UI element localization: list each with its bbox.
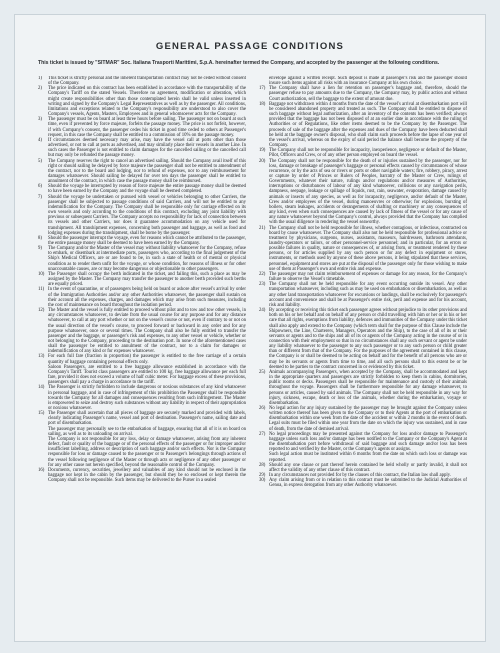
clause-number: 18) bbox=[259, 101, 266, 107]
clause-number: 21) bbox=[259, 225, 266, 231]
clause bbox=[38, 287, 246, 308]
clause-text: No legal action for any injury sustained by the passenger may be brought against the Company unless written notice thereof has been given to the Company or to their Agents at the port of embarkation or disembarkation within one week from the date of the accident or within 2 months in the event of death. Legal suits must be filed within one year from the date on which the injury was sustained, and in case of death, from the date of demised arrival. bbox=[269, 406, 467, 432]
clause-text: The Company reserves the right to cancel an advertised sailing. Should the Company avail itself of this right or should sailing be delayed by force majeure the passenger shall not be entitled to amendment of the contract, nor to the board and lodging, nor to refund of expenses, nor to any reimbursement for damages whatsoever. Should sailing be delayed for over ten days the passenger shall be entitled to annulment of the contract, in which case the passage money shall be reimbursed. bbox=[48, 158, 246, 185]
clause-number: 14) bbox=[38, 385, 45, 391]
clause-number: 15) bbox=[38, 411, 45, 417]
clause-number: 28) bbox=[259, 462, 266, 468]
clause-text: The price indicated on this contract has been established in accordance with the transportability of the Company's Tariff on the stated Vessels. Therefore no agreement, modification or alteration, which might create responsibilities other than those contemplated herein shall be valid unless inserted in writing and signed by the Company's Legal Representatives as well as by the passenger. All conditions, limitations and exceptions related to the Company's responsibility are understood to also cover the Company's vessels, Agents, Masters, Employees and in general whomsoever acts for the Company. bbox=[48, 86, 246, 118]
left-column bbox=[38, 76, 246, 631]
clause-text: If circumstances deemed necessary may arise, may have the vessel call at ports other than those advertised, or not to call at ports as advertised, and may similarly place their vessels in another Line. In such cases the Passenger is not entitled to claim damages for the cancelled sailing or the cancelled call but may only be refunded the passage money. bbox=[48, 137, 246, 159]
clause bbox=[259, 308, 467, 370]
clause bbox=[38, 76, 246, 86]
clause-text: The Company shall not be responsible for incapacity, inexperience, negligence or default of the Master, Pilot, Officers and Crew, or of any other person employed on board the vessel. bbox=[269, 148, 467, 159]
clause-number: 11) bbox=[38, 287, 45, 293]
clause bbox=[259, 432, 467, 453]
clause-number bbox=[38, 437, 48, 468]
clause-number: 9) bbox=[38, 246, 42, 252]
clause-number: 10) bbox=[38, 271, 45, 277]
clause-text: Should the voyage be interrupted by reason of force majeure the entire passage money shall be deemed to have been earned by the Company and the voyage shall be deemed completed. bbox=[48, 184, 246, 195]
clause bbox=[38, 272, 246, 287]
clause-text: Documents, currency, securities, jewellery and valuables of any kind should not be enclosed in the baggage nor kept in the cabin by the passenger, but should they be so enclosed or kept therein the Company shall not be responsible. Such items may be delivered to the Purser in a sealed bbox=[48, 467, 246, 484]
clause-number: 13) bbox=[38, 354, 45, 360]
clause-number: 20) bbox=[259, 158, 266, 164]
clause-number: 2) bbox=[38, 86, 42, 92]
clause-text: Such legal action must be instituted within 6 months from the date on which such loss or damage was reported. bbox=[269, 452, 467, 463]
clause bbox=[259, 406, 467, 432]
document-page bbox=[14, 14, 486, 642]
clause-text: Should the voyage be undertaken or pursued with vessel or vehicles belonging to other Carriers, the passenger shall be subjected to passage conditions of said Carriers, and will not be entitled to any indemnification for the Company. The Company shall be responsible only for carriage effected on its own vessels and only according to the conditions of this contract, excluding any joint liability with previous or subsequent Carriers. The Company accepts no responsibility for lack of connection between its vessels and other Carriers, nor does it guarantee accommodation on any vehicle used for transhipment. All transhipment expenses, concerning both passenger and baggage, as well as food and lodging expenses during the transhipment, shall be borne by the passenger. bbox=[48, 194, 246, 236]
clause bbox=[259, 226, 467, 272]
clause-text: envelope against a written receipt. Such deposit is made at passenger's risk and the passenger should insure such items against all risks with an insurance Company at his own choice. bbox=[269, 76, 467, 87]
clause-text: The Passenger is strictly forbidden to include dangerous or noxious substances of any kind whatsoever in personal baggage, and in case of infringement of this prohibition the Passenger shall be responsible towards the Company for all damages and consequences resulting from such infringement. The Master is empowered to seize and destroy such substances without any liability in respect of their appropriation or noxious whatsoever. bbox=[48, 385, 246, 411]
clause bbox=[38, 385, 246, 411]
clause-text: The Company shall have a lien for retention on passenger's baggage and, therefore, should the passenger refuse to pay amounts due to the Company, the Company may, by public action and without Court authorization, sell the baggage to the extent of amount due. bbox=[269, 86, 467, 102]
clause-text: The Company shall not be held responsible for any event occurring outside its vessel. Any other transportation whatsoever, including such as may be used on embarkation or disembarkation, as well as any other land transportation whatsoever for excursions or landings, shall be exclusively for passenger's account and convenience and shall be at Passenger's entire risk, peril and expense and for his account, risk and liability. bbox=[269, 282, 467, 308]
clause-number: 26) bbox=[259, 406, 266, 411]
page-title: GENERAL PASSAGE CONDITIONS bbox=[155, 41, 345, 52]
clause-number: 16) bbox=[38, 467, 45, 473]
clause-text: This ticket is strictly personal and the inherent transportation contract may not be ceded without consent of the Company. bbox=[48, 76, 246, 87]
clause-number: 3) bbox=[38, 117, 42, 123]
clause-text: Should any one clause or part thereof herein contained be held wholly or partly invalid, it shall not affect the validity of any other clause of this contract. bbox=[269, 462, 467, 473]
clause bbox=[38, 246, 246, 272]
clause bbox=[38, 195, 246, 236]
clause bbox=[38, 308, 246, 354]
clause-number: 12) bbox=[38, 308, 45, 314]
clause-text: For each full fare (fraction in proportion) the passenger is entitled to the free carriage of a certain quantity of baggage containing personal effects only. bbox=[48, 354, 246, 365]
clause-text: The Company and/or the Master of the vessel may without liability whatsoever for the Company, refuse to embark, or disembark at intermediate ports, passengers who, according to the final judgement of the Ship's Medical Officers, are or are found to be, in such a state of health or of mental or physical condition as to render them unfit for the voyage, or whose condition, for reasons of illness or for other unaccountable causes, are or may become dangerous or objectionable to other passengers. bbox=[48, 246, 246, 272]
clause-text: The passenger may not claim reimbursement of expenses or damage for any reason, for the Company's failure to observe the Vessel's timetable. bbox=[269, 271, 467, 283]
clause-number: 27) bbox=[259, 431, 266, 437]
clause-number bbox=[38, 365, 48, 386]
clause bbox=[38, 86, 246, 117]
clause-number bbox=[259, 452, 269, 462]
clause-number: 29) bbox=[259, 473, 266, 479]
clause bbox=[259, 370, 467, 406]
clause-number bbox=[259, 76, 269, 86]
clause-number: 25) bbox=[259, 369, 266, 375]
clause bbox=[38, 138, 246, 159]
clause bbox=[38, 354, 246, 364]
clause bbox=[38, 437, 246, 468]
clause bbox=[259, 282, 467, 308]
clause bbox=[38, 468, 246, 483]
clause bbox=[259, 463, 467, 473]
clause-text: The passenger must be on board at least three hours before sailing. The passenger not on board at such time, even if prevented by force majeure, forfeits the passage money. The price is not forfeit, however, if with Company's consent, the passenger cedes his ticket in good time ceded to others at Passenger's request, in this case the Company shall be entitled to a commission of 10% on the passage money. bbox=[48, 117, 246, 138]
clause-text: Should the passenger interrupt the voyage, even for reasons which cannot be attributed to the passenger, the entire passage money shall be deemed to have been earned by the Company. bbox=[48, 235, 246, 246]
clause bbox=[259, 102, 467, 148]
clause bbox=[38, 365, 246, 386]
clause-number: 23) bbox=[259, 282, 266, 288]
clause-text: The Master and the vessel is fully entitled to proceed without pilot and to tow and tow other vessels, in any circumstances whatsoever, to deviate from the usual course for any purpose and for any distance whatsoever, to call at any port whether or not on the vessel's course or not, even if contrary to or not on the usual direction of the vessel's course, to proceed forward or backward in any order and for any purpose whatsoever, once or several times. The Company shall also be fully entitled to transfer the passenger and the baggage, or passenger's risk and expenses, to any other vessel or vehicle, whether or not belonging to the Company, proceeding to the destination port. In none of the aforementioned cases shall the passenger be entitled to annulment of the contract, nor to a claim for damages or indemnification of any kind or for expenses whatsoever. bbox=[48, 308, 246, 355]
clause-number: 5) bbox=[38, 158, 42, 164]
clause bbox=[38, 427, 246, 437]
clause-text: No legal proceedings may be presented against the Company for loss and/or damage to Passenger's baggage unless such loss and/or damage has been notified to the Company or the Company's Agent at the disembarkation port before withdrawal of said baggage and such damage and/or loss has been reported to and verified by the Master, or the Company's agents or assigns. bbox=[269, 431, 467, 453]
clause-text: Any claim arising from or in relation to this contract must be submitted to the Judicial Authorities of Genoa, in express derogation from any other Authority whatsoever. bbox=[269, 478, 467, 489]
clause-text: The Company is not responsible for any loss, delay or damage whatsoever, arising from any inherent defect, fault or quality of the baggage or of the personal effects of the passenger or for improper and/or insufficient labelling, address or description of such baggage and/or such effects. Nor is the Company responsible for loss or damage caused to the passenger or to Passenger's belongings through actions of the vessel following negligence of the Master or through acts or negligence of any other passenger or for any other cause not herein specified, beyond the reasonable control of the Company. bbox=[48, 436, 246, 468]
clause-number: 1) bbox=[38, 76, 42, 81]
clause bbox=[259, 452, 467, 462]
clause bbox=[38, 411, 246, 426]
intro-paragraph: This ticket is issued by "SITMAR" Soc. Italiana Trasporti Marittimi, S.p.A. hereinafter termed the Company, and accepted by the passenger at the following conditions. bbox=[38, 60, 440, 66]
clause-text: Animals accompanying Passengers, when accepted by the Company, shall be accommodated and kept in the appropriate quarters and passengers are strictly forbidden to keep them in cabins, dormitories, public rooms or decks. Passengers shall be responsible for maintenance and custody of their animals throughout the voyage. Passengers shall be furthermore responsible for any damage whatsoever, to persons or articles, caused by said animals. The Company shall not be held responsible in any way for injury, sickness, escape, death or loss of the animals, whether during the embarkation, voyage or disembarkation. bbox=[269, 369, 467, 406]
clause-number: 17) bbox=[259, 86, 266, 92]
clause bbox=[259, 159, 467, 226]
clause-text: The Passenger shall ascertain that all pieces of baggage are securely marked and provided with labels, clearly indicating Passenger's name, vessel and port of destination. Passenger's name, sailing date and port of disembarkation. bbox=[48, 411, 246, 427]
clause-number: 30) bbox=[259, 478, 266, 484]
clause-number: 6) bbox=[38, 184, 42, 190]
clause-text: Baggage not withdrawn within 4 months from the date of the vessel's arrival at disembarkation port will be considered abandoned property and treated as such. The Company shall be entitled to dispose of such baggage without legal authorization, after an inventory of the contents has been verified; always provided that the baggage has not been disposed of at an earlier date in accordance with the ruling of Authorities or of Regulations, like other items deemed to be the Company by the Passenger. The proceeds of sale of the baggage after the expenses and dues of the Company have been deducted shall be held at the baggage owner's disposal, who shall claim such proceeds before the lapse of one year of the vessel's arrival, whereas on the expiry of said period the balance shall become the property of the Company. bbox=[269, 101, 467, 149]
clause-number: 24) bbox=[259, 308, 266, 314]
clause-number: 4) bbox=[38, 137, 42, 143]
clause bbox=[38, 184, 246, 194]
right-column bbox=[259, 76, 467, 631]
clause-text: By accepting or receiving this ticket each passenger agrees without prejudice to its other provisions and both on his or her behalf and on behalf of any person or child travelling with him or her or in his or her care that all rights, exemptions from liability, defences and immunities of the Company under this ticket shall also apply and extend to the Company (which term shall for the purpose of this Clause include the Shipowners, the Line, Charterers, Managers, Operators and the Ship), to the case of all of its or their servants or agents and to the ships and all of its or agents of the Company acting in the course of or in connection with their employment so that in no circumstances shall any such servant or agent be under any liability whatsoever to the passenger to any such passenger or to any such person or child greater than or different from that of the Company. For the purposes of the agreement contained in this clause, the Company is or shall be deemed to be acting on behalf and for the benefit of all persons who are or may be its servants or agents from time to time, and all such persons shall to this extent be or be deemed to be parties to the contract concerned in or evidenced by this ticket. bbox=[269, 308, 467, 370]
clause-text: The Passenger shall occupy the berth indicated in the ticket, and failing this, such a place as may be assigned by the Master. The Company may transfer the passenger to another berth provided such berths are equally priced. bbox=[48, 271, 246, 288]
clause-number: 8) bbox=[38, 235, 42, 241]
clause-number: 19) bbox=[259, 148, 266, 154]
clause-number: 22) bbox=[259, 271, 266, 277]
clause bbox=[38, 159, 246, 185]
clause-text: Saloon Passengers, are entitled to a free baggage allowance established in accordance with the Company's Tariff. Tourist class passengers are entitled to 100 kg. free baggage allowance per each full fare, provided it does not exceed a volume of half cubic meter. For baggage excess of these provisions, passengers shall pay a charge in accordance to the tariff. bbox=[48, 364, 246, 386]
clause bbox=[38, 117, 246, 138]
clause-text: In the event of quarantine, or of passengers being held on board or ashore after vessel's arrival by order of the Immigration Authorities and/or any other Authorities whatsoever, the passenger shall sustain on their account all the expenses, charges, and damages which may arise from such measures, including the cost of maintenance on board throughout the isolation period. bbox=[48, 287, 246, 308]
clause-text: The passenger may personally see to the embarkation of baggage, ensuring that all of it is on board on sailing, as well as to its unloading on arrival. bbox=[48, 426, 246, 437]
clause bbox=[259, 478, 467, 488]
clause-text: In any circumstances not provided for by the clauses of this contract, the Italian law shall apply. bbox=[269, 473, 451, 479]
clause bbox=[259, 76, 467, 86]
clause-number: 7) bbox=[38, 194, 42, 200]
clause bbox=[259, 148, 467, 158]
clause bbox=[38, 236, 246, 246]
clause-text: The Company shall not be held responsible for illness, whether contagious, or infectious, contracted on board by cause whatsoever. The Company shall also not be held responsible for professional advice or treatment by physicians, surgeons, nurses, assistants, masseurs, hairdressers, bathroom attendants, laundry-operators or tailors, or other personnel-service personnel; and in particular, for an errors or possible failures in quality, nature or consequences of, or arising from, or treatment rendered by these persons, or for articles supplied by any such person or for any defect in equipment or stores, instruments, or methods used by anyone of these above persons, it being stipulated that these services, personnel, equipment and stores are put at the disposal of the passenger only for those wishing to make use of them at Passenger's own and entire risk and expense. bbox=[269, 225, 467, 272]
clause-number bbox=[38, 427, 48, 437]
clause-text: The Company shall not be responsible for the death of or injuries sustained by the passenger, nor for loss, damage or breakage of passenger's baggage or personal effects caused by circumstances of whose recurrence, or by the acts of sea or rivers or ports or other navigable waters; fire, robbery, piracy, arrest or capture by order of Princes or Rulers of Peoples, barratry of the Master or Crew, rulings of Governments, whatever their nature, rulings and/or regulations and/or measures of Authorities, interruptions or disturbances of labour of any kind whatsoever, collisions or any navigation perils, dampness, seepage, leakage or spillage of liquids, rust, rain, seawater, evaporation, damage caused by animals or insects of any species, as well as for incapacity, negligence, and/or default of the Master, Crew and/or employees of the vessel, during manoeuvres or otherwise; for explosions, bursting of boilers, steam leakages, accidents or derangements of shafting or machinery or any consequences of any kind, even when such consequences are caused by lack of fitness of the vessel or for any cause of any nature whatsoever beyond the Company's control, always provided that the Company has complied with the usual diligence in rendering the vessel seaworthy. bbox=[269, 158, 467, 226]
clause bbox=[259, 86, 467, 101]
clause bbox=[259, 272, 467, 282]
